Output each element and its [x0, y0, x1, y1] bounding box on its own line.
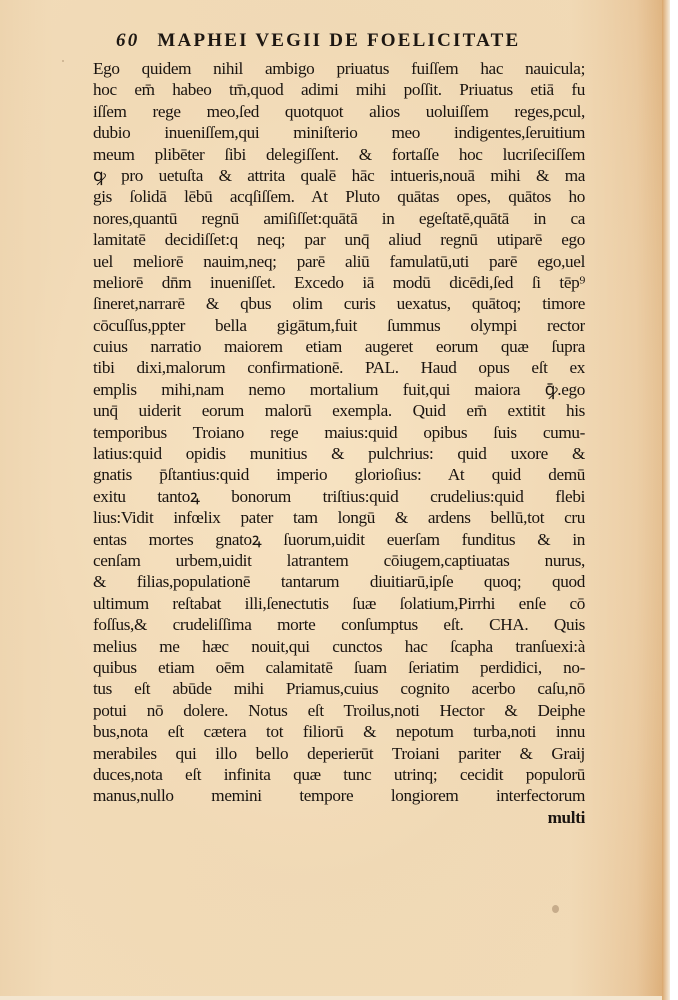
catchword: multi — [547, 807, 585, 827]
text-block — [93, 58, 585, 828]
text-line: Ego quidem nihil ambigo priuatus fuiſſem hac nauicula; — [93, 59, 585, 78]
text-line: & filias,populationē tantarum diuitiarū,ipſe quoq; quod — [93, 572, 585, 592]
page-edge — [662, 0, 670, 1000]
text-line: gnatis p̄ſtantius:quid imperio glorioſius: At quid demū — [93, 465, 585, 485]
text-line: cuius narratio maiorem etiam augeret eorum quæ ſupra — [93, 337, 585, 357]
text-line: duces,nota eſt infinita quæ tunc utrinq; cecidit populorū — [93, 764, 585, 784]
text-line: gis ſolidā lēbū acqſiſſem. At Pluto quātas opes, quātos ho — [93, 187, 585, 207]
text-line: temporibus Troiano rege maius:quid opibus ſuis cumu- — [93, 422, 585, 442]
text-line: melius me hæc nouit,qui cunctos hac ſcapha tranſuexi:à — [93, 636, 585, 656]
text-line: latius:quid opidis munitius & pulchrius: quid uxore & — [93, 444, 585, 464]
text-line: cōcuſſus,ppter bella gigātum,fuit ſummus olympi rector — [93, 315, 585, 335]
text-line: cenſam urbem,uidit latrantem cōiugem,captiuatas nurus, — [93, 550, 585, 570]
text-line: nores,quantū regnū amiſiſſet:quātā in egeſtatē,quātā in ca — [93, 208, 585, 228]
text-line: manus,nullo memini tempore longiorem interfectorum — [93, 786, 585, 806]
ink-spot — [62, 60, 64, 62]
text-line: entas mortes gnatoꝝ ſuorum,uidit euerſam funditus & in — [93, 529, 585, 549]
text-line: dubio inueniſſem,qui miniſterio meo indigentes,ſeruitium — [93, 123, 585, 143]
text-line: meum plibēter ſibi delegiſſent. & fortaſſe hoc lucriſeciſſem — [93, 144, 585, 164]
ink-spot — [552, 905, 559, 913]
text-line: ꝙ pro uetuſta & attrita qualē hāc intueris,nouā mihi & ma — [93, 165, 585, 185]
text-line: meliorē dn̄m inueniſſet. Excedo iā modū dicēdi,ſed ſi tēp⁹ — [93, 272, 585, 292]
text-line: quibus etiam oēm calamitatē ſuam ſeriatim perdidici, no- — [93, 657, 585, 677]
text-line: bus,nota eſt cætera tot filiorū & nepotum turba,noti innu — [93, 722, 585, 742]
text-line: emplis mihi,nam nemo mortalium fuit,qui maiora ꝙ̄.ego — [93, 379, 585, 399]
text-line: exitu tantoꝝ bonorum triſtius:quid crudelius:quid flebi — [93, 486, 585, 506]
text-line: ſineret,narrarē & qbus olim curis uexatus, quātoq; timore — [93, 294, 585, 314]
running-head-title: MAPHEI VEGII DE FOELICITATE — [157, 30, 521, 51]
text-line: merabiles qui illo bello deperierūt Troiani pariter & Graij — [93, 743, 585, 763]
page-bottom-edge — [0, 996, 662, 1000]
running-head — [116, 30, 586, 52]
text-line: potui nō dolere. Notus eſt Troilus,noti Hector & Deiphe — [93, 700, 585, 720]
text-line: hoc em̄ habeo tm̄,quod adimi mihi poſſit. Priuatus etiā fu — [93, 80, 585, 100]
text-line: tibi dixi,malorum confirmationē. PAL. Haud opus eſt ex — [93, 358, 585, 378]
page-number: 60 — [116, 30, 140, 51]
text-line: foſſus,& crudeliſſima morte conſumptus eſt. CHA. Quis — [93, 615, 585, 635]
text-line: ultimum reſtabat illi,ſenectutis ſuæ ſolatium,Pirrhi enſe cō — [93, 593, 585, 613]
text-line: iſſem rege meo,ſed quotquot alios uoluiſſem reges,pcul, — [93, 101, 585, 121]
text-line: uel meliorē nauim,neq; parē aliū famulatū,uti parē ego,uel — [93, 251, 585, 271]
text-line: unq̄ uiderit eorum malorū exempla. Quid em̄ extitit his — [93, 401, 585, 421]
text-line: lius:Vidit infœlix pater tam longū & ardens bellū,tot cru — [93, 508, 585, 528]
text-line: lamitatē decidiſſet:q neq; par unq̄ aliud regnū utiparē ego — [93, 230, 585, 250]
text-line: tus eſt abūde mihi Priamus,cuius cognito acerbo caſu,nō — [93, 679, 585, 699]
